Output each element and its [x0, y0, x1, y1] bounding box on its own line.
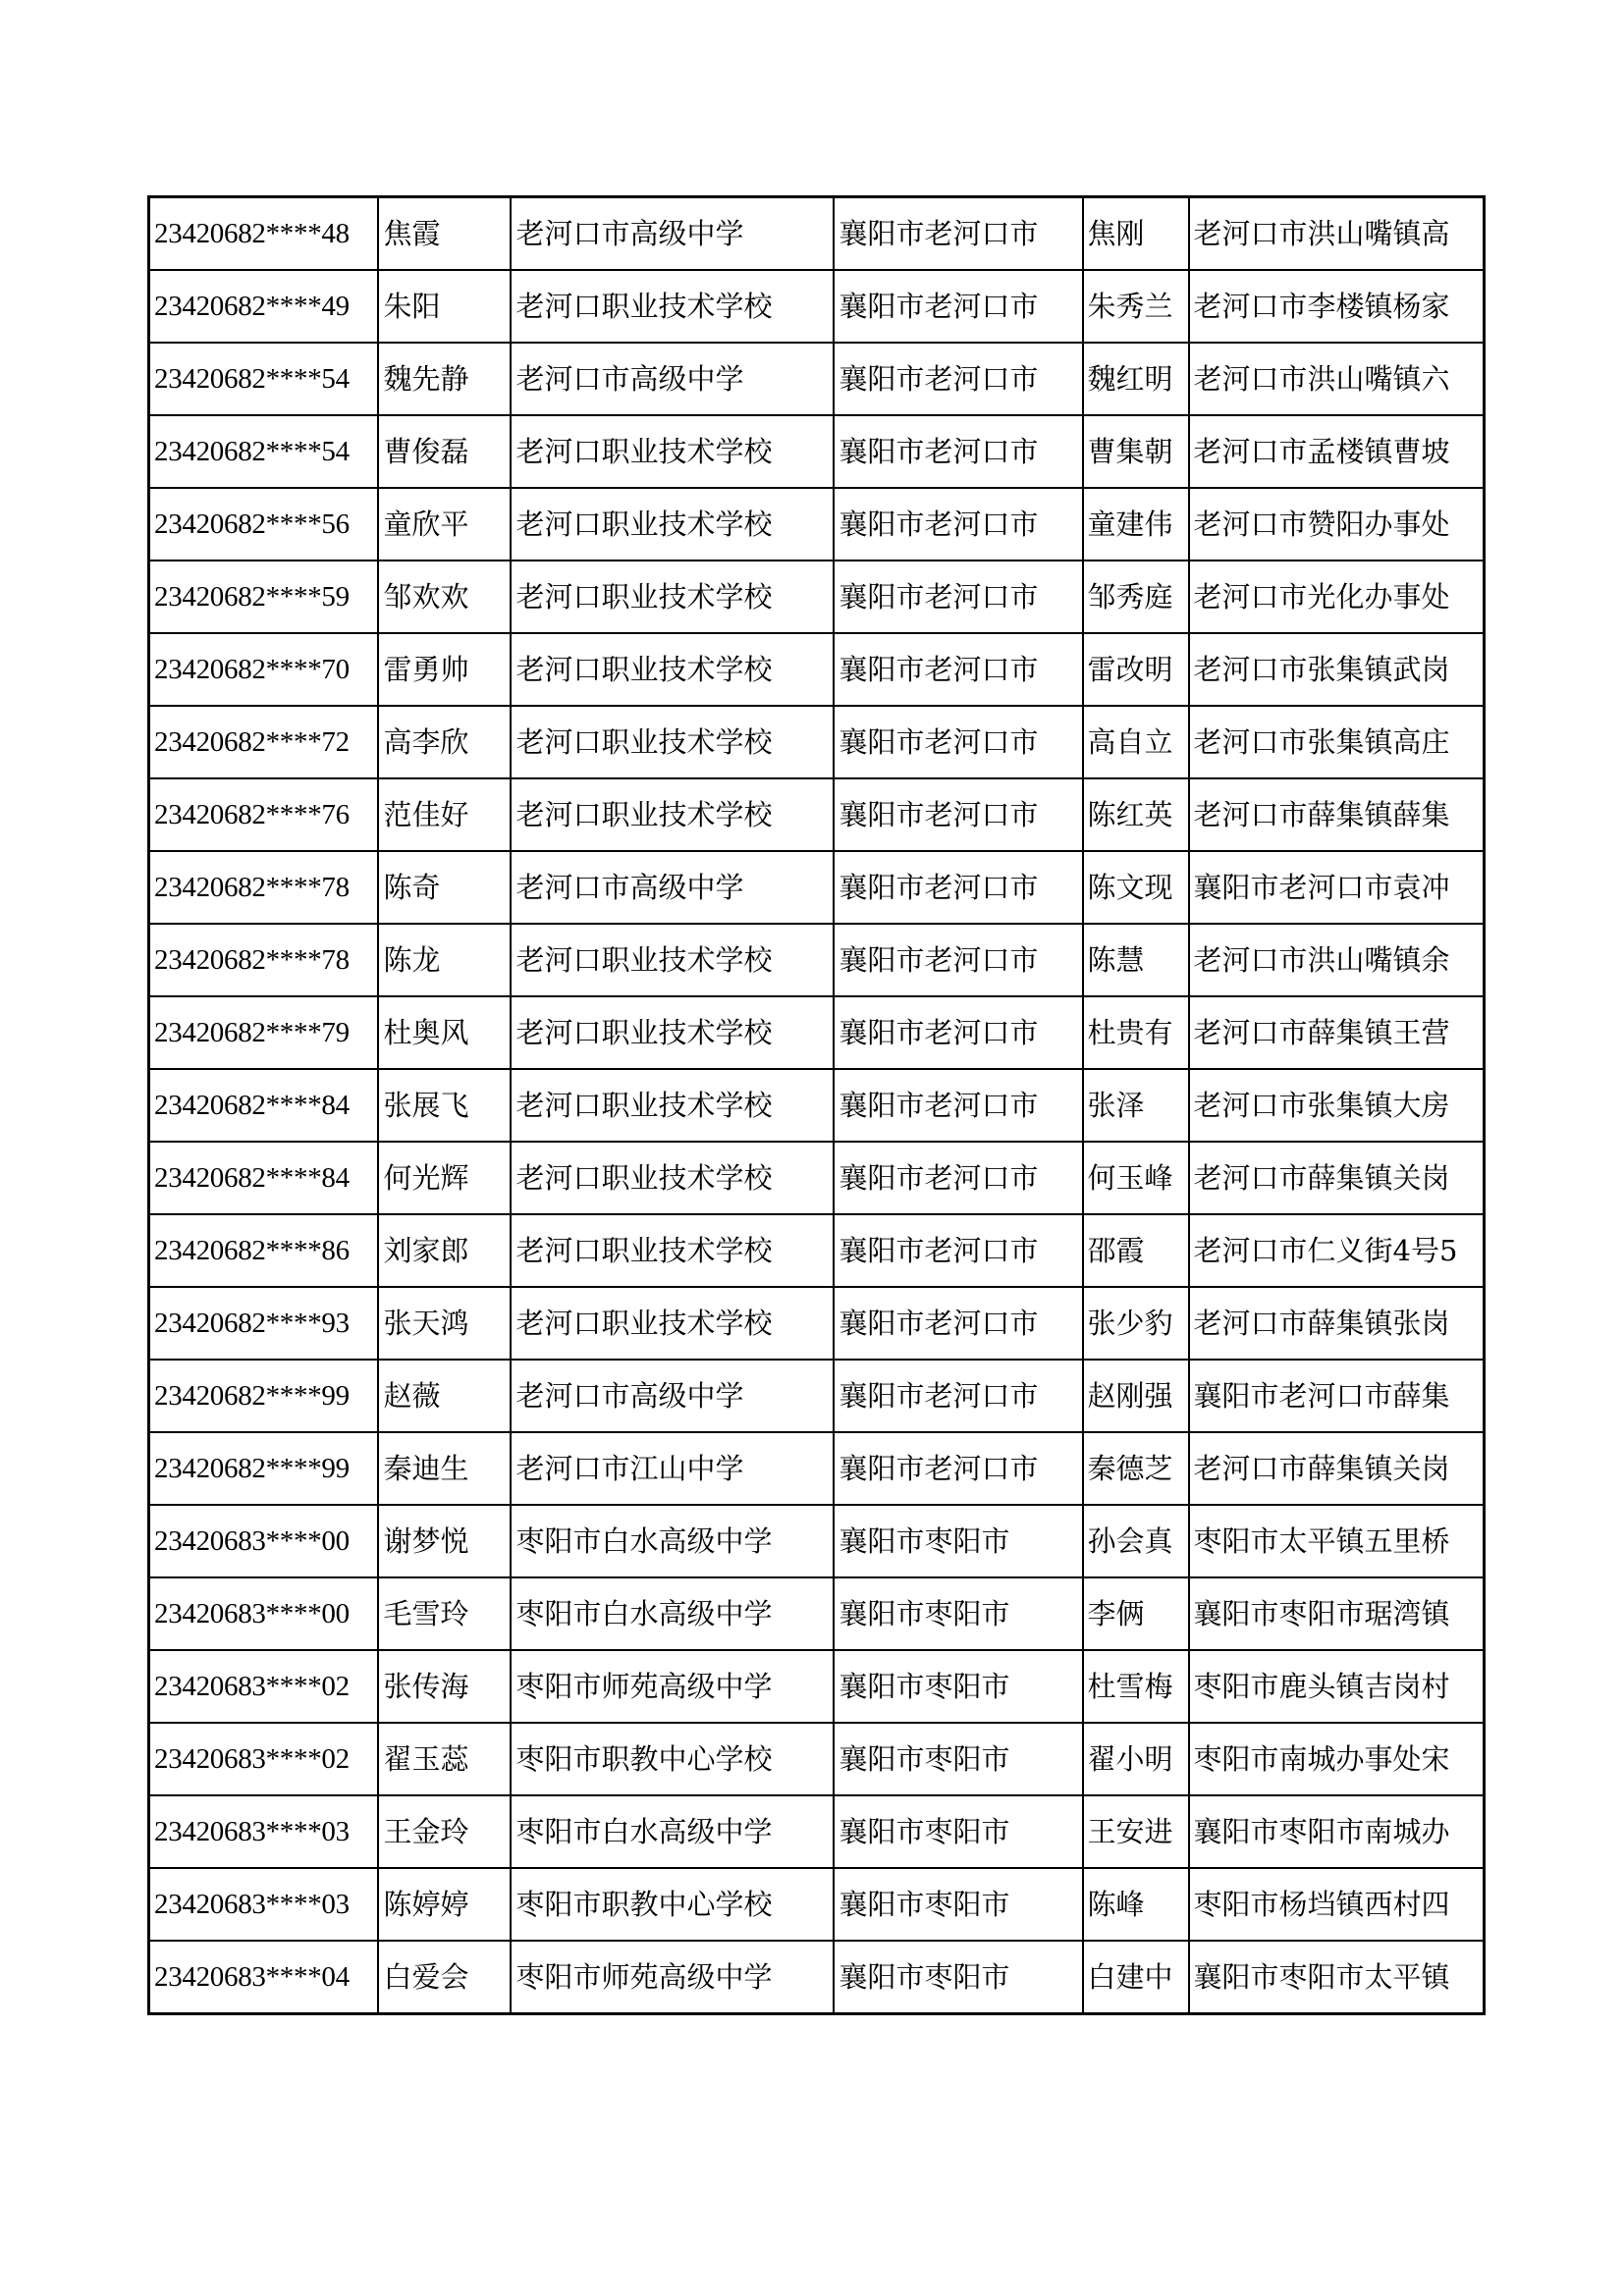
- student-name-cell: 邹欢欢: [378, 561, 511, 633]
- address-cell: 老河口市薛集镇张岗: [1189, 1287, 1485, 1360]
- table-row: [149, 343, 1485, 415]
- guardian-name-cell: 秦德芝: [1083, 1432, 1189, 1505]
- guardian-name-cell: 杜雪梅: [1083, 1650, 1189, 1723]
- address-cell: 老河口市洪山嘴镇高: [1189, 197, 1485, 271]
- guardian-name-cell: 赵刚强: [1083, 1360, 1189, 1432]
- table-row: [149, 1214, 1485, 1287]
- address-cell: 襄阳市枣阳市太平镇: [1189, 1941, 1485, 2014]
- city-cell: 襄阳市枣阳市: [834, 1577, 1083, 1650]
- city-cell: 襄阳市老河口市: [834, 1432, 1083, 1505]
- student-name-cell: 杜奥风: [378, 996, 511, 1069]
- guardian-name-cell: 何玉峰: [1083, 1142, 1189, 1214]
- city-cell: 襄阳市老河口市: [834, 1287, 1083, 1360]
- guardian-name-cell: 焦刚: [1083, 197, 1189, 271]
- table-row: [149, 1941, 1485, 2014]
- student-id-cell: 23420682****99: [149, 1432, 378, 1505]
- address-cell: 襄阳市枣阳市南城办: [1189, 1795, 1485, 1868]
- address-cell: 老河口市张集镇高庄: [1189, 706, 1485, 778]
- address-cell: 老河口市薛集镇薛集: [1189, 778, 1485, 851]
- guardian-name-cell: 翟小明: [1083, 1723, 1189, 1795]
- student-id-cell: 23420682****56: [149, 488, 378, 561]
- student-name-cell: 焦霞: [378, 197, 511, 271]
- student-name-cell: 雷勇帅: [378, 633, 511, 706]
- roster-table: [147, 195, 1486, 2015]
- school-cell: 老河口职业技术学校: [511, 633, 834, 706]
- student-name-cell: 张展飞: [378, 1069, 511, 1142]
- guardian-name-cell: 陈峰: [1083, 1868, 1189, 1941]
- guardian-name-cell: 白建中: [1083, 1941, 1189, 2014]
- student-name-cell: 高李欣: [378, 706, 511, 778]
- student-id-cell: 23420682****59: [149, 561, 378, 633]
- table-row: [149, 778, 1485, 851]
- student-name-cell: 刘家郎: [378, 1214, 511, 1287]
- city-cell: 襄阳市枣阳市: [834, 1650, 1083, 1723]
- student-name-cell: 范佳好: [378, 778, 511, 851]
- student-name-cell: 曹俊磊: [378, 415, 511, 488]
- school-cell: 老河口职业技术学校: [511, 778, 834, 851]
- school-cell: 老河口职业技术学校: [511, 924, 834, 996]
- table-row: [149, 488, 1485, 561]
- student-id-cell: 23420683****04: [149, 1941, 378, 2014]
- student-name-cell: 陈婷婷: [378, 1868, 511, 1941]
- guardian-name-cell: 张泽: [1083, 1069, 1189, 1142]
- city-cell: 襄阳市老河口市: [834, 1360, 1083, 1432]
- school-cell: 枣阳市白水高级中学: [511, 1505, 834, 1577]
- guardian-name-cell: 高自立: [1083, 706, 1189, 778]
- student-id-cell: 23420683****00: [149, 1505, 378, 1577]
- address-cell: 老河口市薛集镇关岗: [1189, 1142, 1485, 1214]
- guardian-name-cell: 朱秀兰: [1083, 270, 1189, 343]
- guardian-name-cell: 李俩: [1083, 1577, 1189, 1650]
- table-row: [149, 996, 1485, 1069]
- guardian-name-cell: 雷改明: [1083, 633, 1189, 706]
- student-name-cell: 张传海: [378, 1650, 511, 1723]
- city-cell: 襄阳市老河口市: [834, 1069, 1083, 1142]
- city-cell: 襄阳市枣阳市: [834, 1795, 1083, 1868]
- school-cell: 枣阳市师苑高级中学: [511, 1650, 834, 1723]
- school-cell: 枣阳市白水高级中学: [511, 1577, 834, 1650]
- school-cell: 老河口市江山中学: [511, 1432, 834, 1505]
- student-name-cell: 赵薇: [378, 1360, 511, 1432]
- school-cell: 老河口职业技术学校: [511, 1069, 834, 1142]
- city-cell: 襄阳市老河口市: [834, 706, 1083, 778]
- address-cell: 老河口市张集镇武岗: [1189, 633, 1485, 706]
- address-cell: 襄阳市老河口市薛集: [1189, 1360, 1485, 1432]
- address-cell: 老河口市李楼镇杨家: [1189, 270, 1485, 343]
- city-cell: 襄阳市老河口市: [834, 1142, 1083, 1214]
- school-cell: 老河口职业技术学校: [511, 488, 834, 561]
- table-row: [149, 270, 1485, 343]
- student-name-cell: 童欣平: [378, 488, 511, 561]
- student-id-cell: 23420683****02: [149, 1723, 378, 1795]
- student-id-cell: 23420682****79: [149, 996, 378, 1069]
- table-row: [149, 1723, 1485, 1795]
- student-name-cell: 张天鸿: [378, 1287, 511, 1360]
- table-row: [149, 1287, 1485, 1360]
- student-id-cell: 23420682****48: [149, 197, 378, 271]
- school-cell: 老河口市高级中学: [511, 851, 834, 924]
- table-row: [149, 1650, 1485, 1723]
- school-cell: 老河口职业技术学校: [511, 1214, 834, 1287]
- table-row: [149, 1868, 1485, 1941]
- guardian-name-cell: 陈红英: [1083, 778, 1189, 851]
- school-cell: 枣阳市职教中心学校: [511, 1723, 834, 1795]
- school-cell: 老河口职业技术学校: [511, 270, 834, 343]
- city-cell: 襄阳市老河口市: [834, 633, 1083, 706]
- table-row: [149, 415, 1485, 488]
- guardian-name-cell: 邵霞: [1083, 1214, 1189, 1287]
- school-cell: 老河口职业技术学校: [511, 1142, 834, 1214]
- guardian-name-cell: 陈慧: [1083, 924, 1189, 996]
- city-cell: 襄阳市老河口市: [834, 996, 1083, 1069]
- table-row: [149, 851, 1485, 924]
- table-row: [149, 924, 1485, 996]
- address-cell: 襄阳市枣阳市琚湾镇: [1189, 1577, 1485, 1650]
- city-cell: 襄阳市老河口市: [834, 488, 1083, 561]
- student-name-cell: 毛雪玲: [378, 1577, 511, 1650]
- school-cell: 老河口市高级中学: [511, 343, 834, 415]
- student-id-cell: 23420682****84: [149, 1142, 378, 1214]
- student-id-cell: 23420682****70: [149, 633, 378, 706]
- table-row: [149, 1577, 1485, 1650]
- table-row: [149, 1795, 1485, 1868]
- city-cell: 襄阳市老河口市: [834, 270, 1083, 343]
- table-row: [149, 1360, 1485, 1432]
- address-cell: 老河口市光化办事处: [1189, 561, 1485, 633]
- guardian-name-cell: 王安进: [1083, 1795, 1189, 1868]
- guardian-name-cell: 童建伟: [1083, 488, 1189, 561]
- address-cell: 枣阳市南城办事处宋: [1189, 1723, 1485, 1795]
- city-cell: 襄阳市老河口市: [834, 415, 1083, 488]
- student-id-cell: 23420682****93: [149, 1287, 378, 1360]
- student-id-cell: 23420682****86: [149, 1214, 378, 1287]
- student-name-cell: 陈龙: [378, 924, 511, 996]
- address-cell: 老河口市薛集镇王营: [1189, 996, 1485, 1069]
- city-cell: 襄阳市老河口市: [834, 778, 1083, 851]
- student-id-cell: 23420683****00: [149, 1577, 378, 1650]
- student-id-cell: 23420682****76: [149, 778, 378, 851]
- student-name-cell: 秦迪生: [378, 1432, 511, 1505]
- guardian-name-cell: 孙会真: [1083, 1505, 1189, 1577]
- roster-table-body: [149, 197, 1485, 2014]
- school-cell: 老河口职业技术学校: [511, 415, 834, 488]
- city-cell: 襄阳市老河口市: [834, 343, 1083, 415]
- table-row: [149, 706, 1485, 778]
- guardian-name-cell: 曹集朝: [1083, 415, 1189, 488]
- city-cell: 襄阳市枣阳市: [834, 1505, 1083, 1577]
- address-cell: 老河口市洪山嘴镇六: [1189, 343, 1485, 415]
- student-name-cell: 朱阳: [378, 270, 511, 343]
- city-cell: 襄阳市老河口市: [834, 197, 1083, 271]
- guardian-name-cell: 邹秀庭: [1083, 561, 1189, 633]
- city-cell: 襄阳市老河口市: [834, 561, 1083, 633]
- school-cell: 老河口市高级中学: [511, 197, 834, 271]
- student-id-cell: 23420683****02: [149, 1650, 378, 1723]
- school-cell: 枣阳市职教中心学校: [511, 1868, 834, 1941]
- city-cell: 襄阳市枣阳市: [834, 1941, 1083, 2014]
- table-row: [149, 633, 1485, 706]
- student-name-cell: 谢梦悦: [378, 1505, 511, 1577]
- address-cell: 枣阳市鹿头镇吉岗村: [1189, 1650, 1485, 1723]
- guardian-name-cell: 陈文现: [1083, 851, 1189, 924]
- student-name-cell: 王金玲: [378, 1795, 511, 1868]
- school-cell: 枣阳市白水高级中学: [511, 1795, 834, 1868]
- city-cell: 襄阳市老河口市: [834, 924, 1083, 996]
- student-id-cell: 23420682****72: [149, 706, 378, 778]
- table-row: [149, 197, 1485, 271]
- school-cell: 老河口职业技术学校: [511, 996, 834, 1069]
- guardian-name-cell: 杜贵有: [1083, 996, 1189, 1069]
- address-cell: 老河口市张集镇大房: [1189, 1069, 1485, 1142]
- student-id-cell: 23420682****78: [149, 851, 378, 924]
- city-cell: 襄阳市老河口市: [834, 1214, 1083, 1287]
- student-name-cell: 陈奇: [378, 851, 511, 924]
- table-row: [149, 1505, 1485, 1577]
- address-cell: 老河口市洪山嘴镇余: [1189, 924, 1485, 996]
- school-cell: 老河口职业技术学校: [511, 706, 834, 778]
- table-row: [149, 1069, 1485, 1142]
- student-id-cell: 23420682****54: [149, 415, 378, 488]
- student-id-cell: 23420683****03: [149, 1795, 378, 1868]
- address-cell: 老河口市薛集镇关岗: [1189, 1432, 1485, 1505]
- table-row: [149, 1432, 1485, 1505]
- student-id-cell: 23420682****84: [149, 1069, 378, 1142]
- table-row: [149, 1142, 1485, 1214]
- address-cell: 襄阳市老河口市袁冲: [1189, 851, 1485, 924]
- school-cell: 老河口职业技术学校: [511, 1287, 834, 1360]
- student-name-cell: 何光辉: [378, 1142, 511, 1214]
- guardian-name-cell: 魏红明: [1083, 343, 1189, 415]
- student-name-cell: 翟玉蕊: [378, 1723, 511, 1795]
- school-cell: 老河口职业技术学校: [511, 561, 834, 633]
- address-cell: 老河口市赞阳办事处: [1189, 488, 1485, 561]
- city-cell: 襄阳市枣阳市: [834, 1723, 1083, 1795]
- guardian-name-cell: 张少豹: [1083, 1287, 1189, 1360]
- address-cell: 枣阳市杨垱镇西村四: [1189, 1868, 1485, 1941]
- student-name-cell: 魏先静: [378, 343, 511, 415]
- student-id-cell: 23420682****54: [149, 343, 378, 415]
- city-cell: 襄阳市老河口市: [834, 851, 1083, 924]
- city-cell: 襄阳市枣阳市: [834, 1868, 1083, 1941]
- address-cell: 老河口市仁义街4号5: [1189, 1214, 1485, 1287]
- school-cell: 老河口市高级中学: [511, 1360, 834, 1432]
- table-row: [149, 561, 1485, 633]
- student-id-cell: 23420682****78: [149, 924, 378, 996]
- address-cell: 枣阳市太平镇五里桥: [1189, 1505, 1485, 1577]
- student-id-cell: 23420682****99: [149, 1360, 378, 1432]
- address-cell: 老河口市孟楼镇曹坡: [1189, 415, 1485, 488]
- student-id-cell: 23420683****03: [149, 1868, 378, 1941]
- school-cell: 枣阳市师苑高级中学: [511, 1941, 834, 2014]
- student-name-cell: 白爱会: [378, 1941, 511, 2014]
- student-id-cell: 23420682****49: [149, 270, 378, 343]
